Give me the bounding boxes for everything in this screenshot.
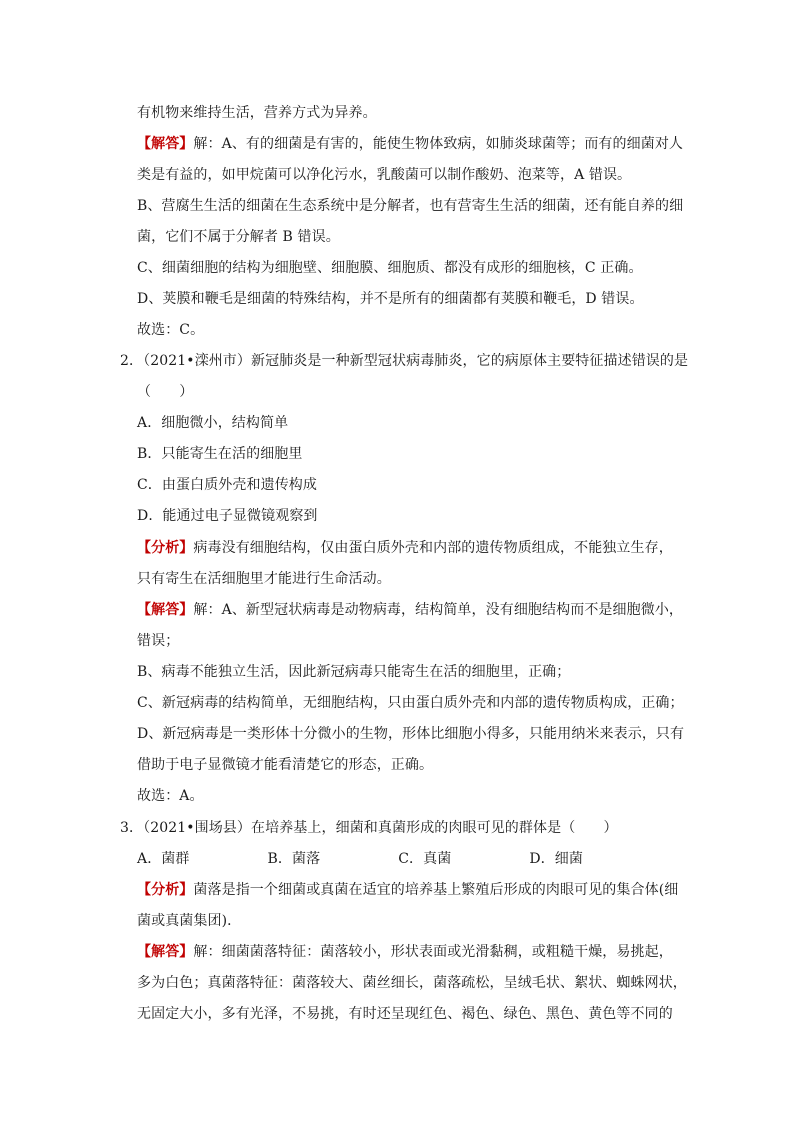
text-line: 只有寄生在活细胞里才能进行生命活动。 (137, 571, 391, 587)
answer-tag: 【解答】 (137, 944, 194, 960)
choice-line: 故选：A。 (137, 788, 204, 804)
option-b: B．只能寄生在活的细胞里 (137, 446, 303, 462)
option-c: C．真菌 (398, 851, 452, 867)
option-c: C．由蛋白质外壳和遗传构成 (137, 477, 318, 493)
option-d: D．能通过电子显微镜观察到 (137, 508, 318, 524)
text-line: 菌或真菌集团)． (137, 913, 242, 929)
analysis-line (137, 538, 673, 558)
analysis-tag: 【分析】 (137, 540, 194, 556)
question-2-stem: 2．（2021•滦州市）新冠肺炎是一种新型冠状病毒肺炎，它的病原体主要特征描述错误的是 (120, 353, 689, 369)
answer-tag: 【解答】 (137, 602, 194, 618)
option-d: D．细菌 (529, 851, 583, 867)
text-line: 菌，它们不属于分解者 B 错误。 (137, 229, 340, 245)
analysis-line (137, 880, 678, 900)
text-line: 错误； (137, 633, 180, 649)
option-row (137, 849, 583, 869)
choice-line: 故选：C。 (137, 322, 205, 338)
text-line: B、病毒不能独立生活，因此新冠病毒只能寄生在活的细胞里，正确； (137, 664, 571, 680)
analysis-tag: 【分析】 (137, 882, 194, 898)
analysis-text: 病毒没有细胞结构，仅由蛋白质外壳和内部的遗传物质组成，不能独立生存， (193, 540, 673, 556)
text-line: 多为白色；真菌落特征：菌落较大、菌丝细长，菌落疏松，呈绒毛状、絮状、蜘蛛网状， (137, 975, 687, 991)
answer-line (137, 942, 673, 962)
text-line: C、新冠病毒的结构简单，无细胞结构，只由蛋白质外壳和内部的遗传物质构成，正确； (137, 695, 684, 711)
question-3-stem: 3．（2021•围场县）在培养基上，细菌和真菌形成的肉眼可见的群体是（ ） (120, 820, 618, 836)
text-line: 无固定大小，多有光泽，不易挑，有时还呈现红色、褐色、绿色、黑色、黄色等不同的 (137, 1006, 673, 1022)
text-line: C、细菌细胞的结构为细胞壁、细胞膜、细胞质、都没有成形的细胞核，C 正确。 (137, 260, 643, 276)
answer-line (137, 600, 683, 620)
text-line: 借助于电子显微镜才能看清楚它的形态，正确。 (137, 757, 434, 773)
text-line: B、营腐生生活的细菌在生态系统中是分解者，也有营寄生生活的细菌，还有能自养的细 (137, 198, 684, 214)
analysis-text: 菌落是指一个细菌或真菌在适宜的培养基上繁殖后形成的肉眼可见的集合体(细 (193, 882, 679, 898)
text-line: 有机物来维持生活，营养方式为异养。 (137, 105, 377, 121)
answer-text: 解：细菌菌落特征：菌落较小，形状表面或光滑黏稠，或粗糙干燥，易挑起， (193, 944, 673, 960)
answer-text: 解：A、有的细菌是有害的，能使生物体致病，如肺炎球菌等；而有的细菌对人 (193, 136, 684, 152)
answer-tag: 【解答】 (137, 136, 194, 152)
text-line: D、荚膜和鞭毛是细菌的特殊结构，并不是所有的细菌都有荚膜和鞭毛，D 错误。 (137, 291, 644, 307)
option-b: B．菌落 (267, 851, 321, 867)
text-line: 类是有益的，如甲烷菌可以净化污水，乳酸菌可以制作酸奶、泡菜等，A 错误。 (137, 167, 632, 183)
answer-text: 解：A、新型冠状病毒是动物病毒，结构简单，没有细胞结构而不是细胞微小， (193, 602, 684, 618)
option-a: A．细胞微小，结构简单 (137, 415, 289, 431)
answer-line (137, 134, 683, 154)
option-a: A．菌群 (137, 851, 190, 867)
text-line: D、新冠病毒是一类形体十分微小的生物，形体比细胞小得多，只能用纳米来表示，只有 (137, 726, 685, 742)
question-2-blank: （ ） (137, 384, 194, 400)
